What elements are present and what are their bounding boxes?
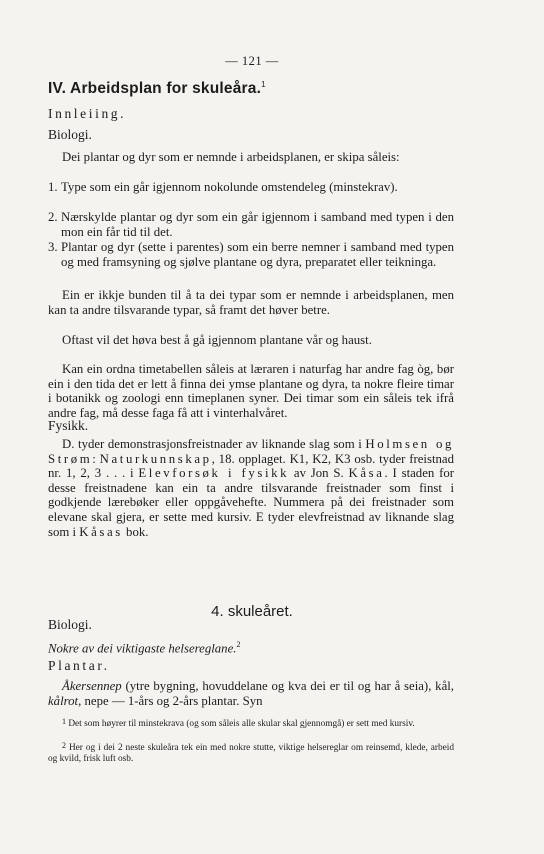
author-name: Kåsa [348, 466, 385, 481]
list-number: 1. [48, 180, 58, 194]
paragraph: Oftast vil det høva best å gå igjennom plantane vår og haust. [62, 333, 372, 347]
list-item [48, 180, 454, 195]
text-run: av Jon S. [289, 466, 349, 481]
list-text: Type som ein går igjennom nokolunde omstendeleg (minstekrav). [61, 180, 398, 194]
text-run: , 18. opplaget. K1, K2, K3 osb. tyder freistnad nr. 1, 2, 3 . . . i [48, 451, 454, 481]
author-name: Holmsen og Strøm [48, 437, 454, 466]
chapter-title [48, 80, 266, 98]
biologi-heading: Biologi. [48, 617, 92, 632]
list-text: Plantar og dyr (sette i parentes) som ein berre nemner i samband med typen og med framsyning og sjølve plantane og dyra, preparatet eller teikninga. [61, 240, 454, 269]
footnote-text: Det som høyrer til minstekrava (og som såleis alle skular skal gjennomgå) er sett med kursiv. [68, 719, 415, 729]
fysikk-paragraph [48, 437, 454, 539]
list-item [48, 210, 454, 239]
chapter-title-text: IV. Arbeidsplan for skuleåra. [48, 80, 262, 98]
list-text: Nærskylde plantar og dyr som ein går igjennom i samband med typen i den mon ein får tid til det. [61, 210, 454, 239]
footnote [48, 740, 454, 765]
rules-heading [48, 640, 240, 656]
biologi-heading: Biologi. [48, 127, 92, 142]
text-run: , nepe — 1-års og 2-års plantar. Syn [78, 693, 263, 708]
footnote-mark: 2 [62, 741, 66, 750]
footnote-mark: 1 [62, 717, 66, 726]
section-heading-innleiing: Innleiing. [48, 106, 127, 121]
book-title: Naturkunnskap [99, 451, 212, 466]
text-run: : [92, 451, 100, 466]
plant-paragraph [48, 679, 454, 708]
list-item [48, 240, 454, 269]
list-number: 2. [48, 210, 58, 224]
school-year-heading: 4. skuleåret. [211, 603, 293, 620]
paragraph: Kan ein ordna timetabellen såleis at læraren i naturfag har andre fag òg, bør ein i den tida det er lett å finna dei ymse plantane og dyra, ta nokre fleire timar i botanikk og zoologi enn timeplanen syner. Dei timar som ein såleis tek ifrå andre fag, må desse faga få att i vinterhalvåret. [48, 362, 454, 420]
text-run: . I staden for desse freistnadene kan ein ta andre tilsvarande freistnader som finst i godkjende lærebøker eller oppgåvehefte. Nummera på dei freistnader som elevane skal gjera, er sette med kursiv. E tyder elevfreistnad av liknande slag som i [48, 466, 455, 539]
list-number: 3. [48, 240, 58, 254]
footnote-mark: 1 [261, 80, 266, 89]
footnote-mark: 2 [236, 640, 241, 649]
footnote [48, 716, 454, 730]
rules-heading-text: Nokre av dei viktigaste helsereglane. [48, 641, 237, 656]
text-run: bok. [122, 524, 149, 539]
text-run: D. tyder demonstrasjonsfreistnader av liknande slag som i [62, 437, 366, 451]
text-run: (ytre bygning, hovuddelane og kva dei er til og har å seia), kål, [121, 679, 454, 693]
plantar-heading: Plantar. [48, 658, 110, 673]
plant-name: kålrot [48, 693, 79, 708]
footnote-text: Her og i dei 2 neste skuleåra tek ein med nokre stutte, viktige helsereglar om reinsemd, klede, arbeid og kvild, frisk luft osb. [48, 743, 454, 764]
author-name: Kåsas [79, 524, 123, 539]
paragraph: Ein er ikkje bunden til å ta dei typar som er nemnde i arbeidsplanen, men kan ta andre tilsvarande typar, så framt det høver betre. [48, 288, 454, 317]
fysikk-heading: Fysikk. [48, 418, 89, 433]
book-title: Elevforsøk i fysikk [138, 466, 290, 481]
biologi-intro: Dei plantar og dyr som er nemnde i arbeidsplanen, er skipa såleis: [62, 150, 400, 164]
plant-name: Åkersennep [62, 679, 122, 693]
page-number: — 121 — [225, 54, 279, 68]
